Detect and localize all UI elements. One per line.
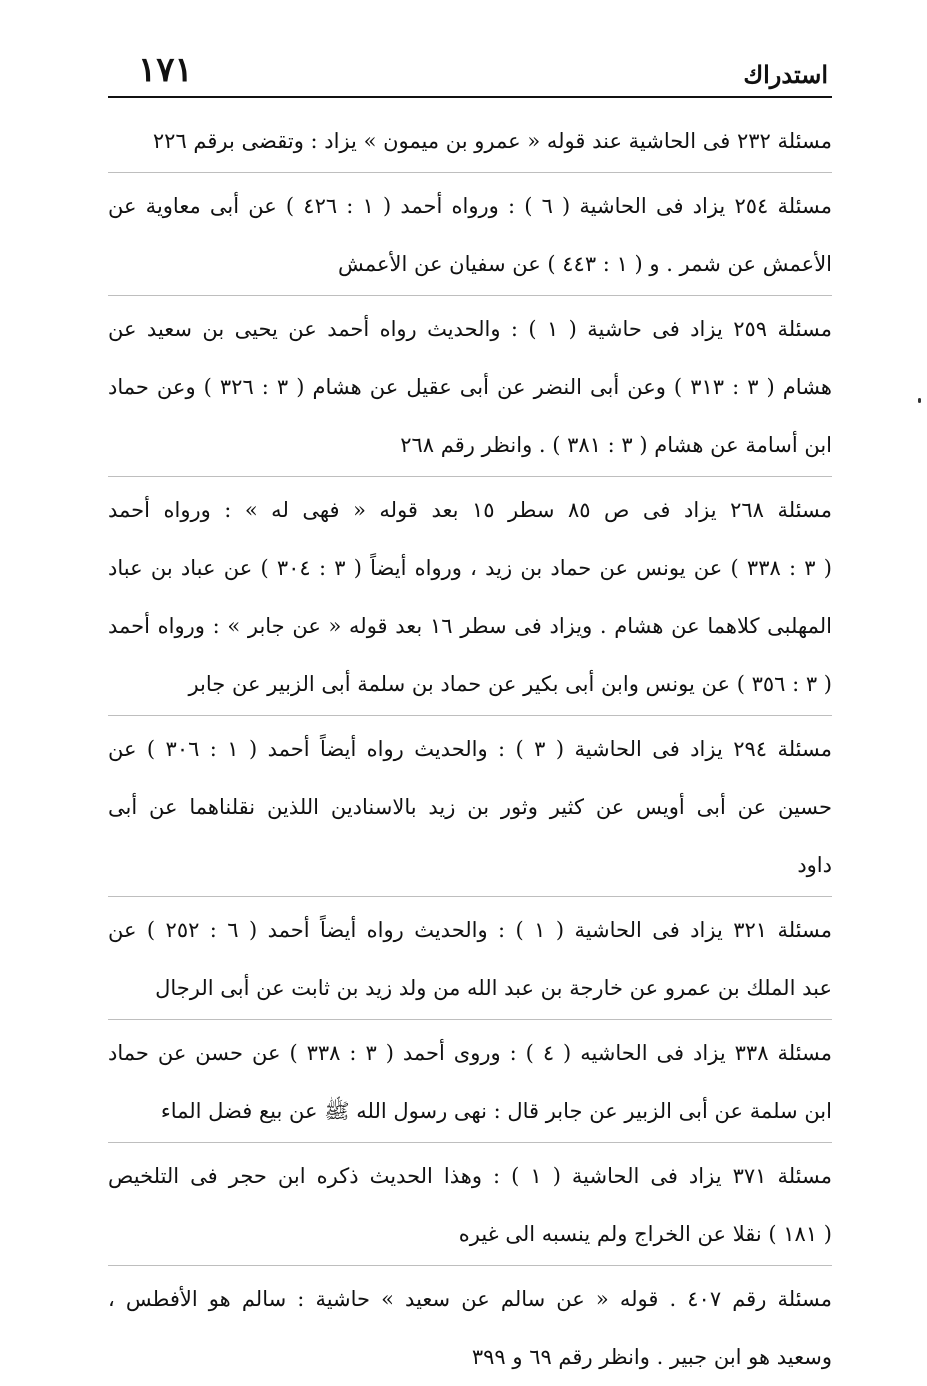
entries-list: [108, 112, 832, 1386]
entry-line: مسئلة ٢٥٩ يزاد فى حاشية ( ١ ) : والحديث رواه أحمد عن يحيى بن سعيد عن: [108, 317, 832, 341]
header-rule: [108, 96, 832, 98]
entry-line: مسئلة ٢٥٤ يزاد فى الحاشية ( ٦ ) : ورواه أحمد ( ١ : ٤٢٦ ) عن أبى معاوية عن: [108, 194, 832, 218]
entry-line: ابن سلمة عن أبى الزبير عن جابر قال : نهى رسول الله ﷺ عن بيع فضل الماء: [160, 1099, 832, 1123]
entry-line: مسئلة ٢٦٨ يزاد فى ص ٨٥ سطر ١٥ بعد قوله « فهى له » : ورواه أحمد: [108, 498, 832, 522]
entry-line: ابن أسامة عن هشام ( ٣ : ٣٨١ ) . وانظر رقم ٢٦٨: [400, 433, 832, 457]
entry-268: [108, 481, 832, 713]
entry-294: [108, 720, 832, 894]
entry-separator: [108, 896, 832, 897]
entry-separator: [108, 1265, 832, 1266]
entry-separator: [108, 1019, 832, 1020]
entry-line: حسين عن أبى أويس عن كثير وثور بن زيد بالاسنادين اللذين نقلناهما عن أبى: [108, 795, 832, 819]
entry-separator: [108, 1142, 832, 1143]
entry-line: مسئلة ٢٣٢ فى الحاشية عند قوله « عمرو بن ميمون » يزاد : وتقضى برقم ٢٢٦: [152, 129, 832, 153]
entry-line: مسئلة رقم ٤٠٧ . قوله « عن سالم عن سعيد » حاشية : سالم هو الأفطس ،: [108, 1287, 832, 1311]
page-number: ١٧١: [138, 50, 193, 90]
entry-371: [108, 1147, 832, 1263]
scan-speck: [918, 398, 921, 403]
entry-338: [108, 1024, 832, 1140]
entry-line: المهلبى كلاهما عن هشام . ويزاد فى سطر ١٦ بعد قوله « عن جابر » : ورواه أحمد: [108, 614, 832, 638]
entry-separator: [108, 295, 832, 296]
entry-line: ( ٣ : ٣٥٦ ) عن يونس وابن أبى بكير عن حماد بن سلمة أبى الزبير عن جابر: [188, 672, 832, 696]
entry-separator: [108, 476, 832, 477]
entry-line: مسئلة ٣٣٨ يزاد فى الحاشيه ( ٤ ) : وروى أحمد ( ٣ : ٣٣٨ ) عن حسن عن حماد: [108, 1041, 832, 1065]
entry-line: مسئلة ٢٩٤ يزاد فى الحاشية ( ٣ ) : والحديث رواه أيضاً أحمد ( ١ : ٣٠٦ ) عن: [108, 737, 832, 761]
entry-line: وسعيد هو ابن جبير . وانظر رقم ٦٩ و ٣٩٩: [471, 1345, 832, 1369]
entry-separator: [108, 715, 832, 716]
entry-259: [108, 300, 832, 474]
entry-line: عبد الملك بن عمرو عن خارجة بن عبد الله من ولد زيد بن ثابت عن أبى الرجال: [155, 976, 832, 1000]
entry-254: [108, 177, 832, 293]
entry-407: [108, 1270, 832, 1386]
entry-321: [108, 901, 832, 1017]
entry-line: ( ١٨١ ) نقلا عن الخراج ولم ينسبه الى غيره: [458, 1222, 832, 1246]
entry-line: ( ٣ : ٣٣٨ ) عن يونس عن حماد بن زيد ، ورواه أيضاً ( ٣ : ٣٠٤ ) عن عباد بن عباد: [108, 556, 832, 580]
page-header: [108, 50, 828, 94]
entry-line: مسئلة ٣٧١ يزاد فى الحاشية ( ١ ) : وهذا الحديث ذكره ابن حجر فى التلخيص: [108, 1164, 832, 1188]
entry-line: الأعمش عن شمر . و ( ١ : ٤٤٣ ) عن سفيان عن الأعمش: [338, 252, 832, 276]
entry-line: داود: [797, 853, 832, 877]
running-title: استدراك: [743, 60, 828, 89]
entry-232: [108, 112, 832, 170]
entry-line: مسئلة ٣٢١ يزاد فى الحاشية ( ١ ) : والحديث رواه أيضاً أحمد ( ٦ : ٢٥٢ ) عن: [108, 918, 832, 942]
entry-separator: [108, 172, 832, 173]
entry-line: هشام ( ٣ : ٣١٣ ) وعن أبى النضر عن أبى عقيل عن هشام ( ٣ : ٣٢٦ ) وعن حماد: [108, 375, 832, 399]
